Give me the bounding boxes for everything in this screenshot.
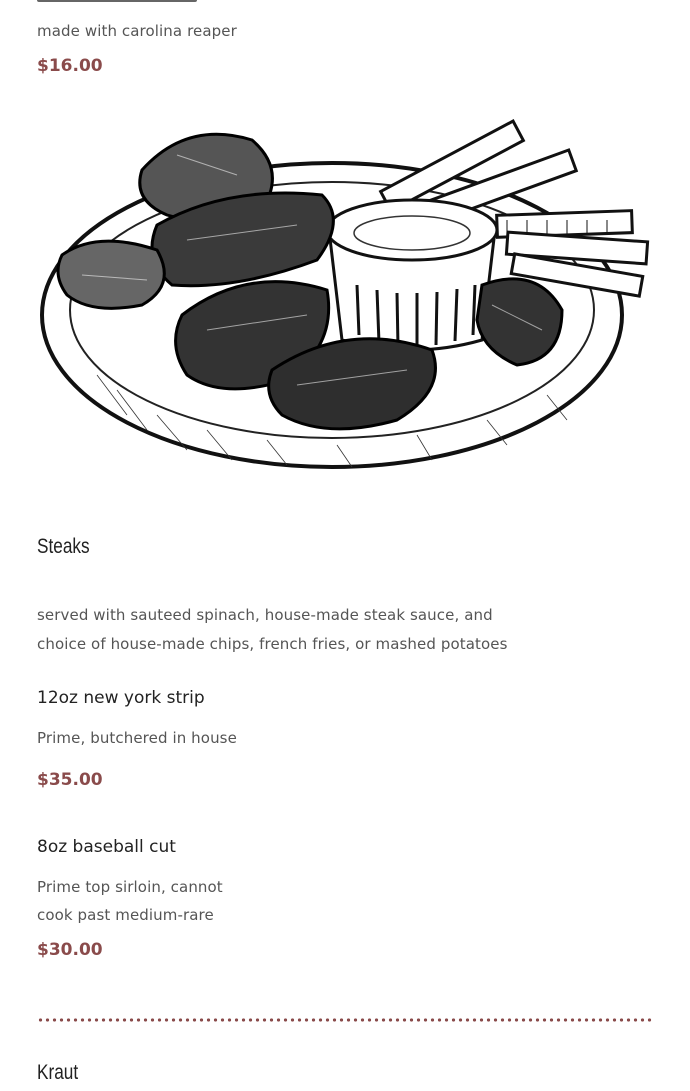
menu-item-price: $35.00 [37, 770, 103, 790]
menu-item-description-line-2: cook past medium-rare [37, 906, 214, 924]
section-title-kraut: Kraut [37, 1061, 79, 1084]
menu-item-price: $30.00 [37, 940, 103, 960]
menu-item-title: 12oz new york strip [37, 688, 205, 708]
wings-and-fries-illustration-icon [37, 115, 653, 475]
menu-item-description: Prime, butchered in house [37, 729, 237, 747]
steaks-description-line-2: choice of house-made chips, french fries, or mashed potatoes [37, 635, 508, 653]
top-item-description: made with carolina reaper [37, 22, 237, 40]
menu-item-title: 8oz baseball cut [37, 837, 176, 857]
cut-off-item-title [37, 0, 207, 2]
top-item-price: $16.00 [37, 56, 103, 76]
section-title-steaks: Steaks [37, 535, 90, 558]
steaks-description-line-1: served with sauteed spinach, house-made steak sauce, and [37, 606, 493, 624]
section-divider [37, 1017, 653, 1023]
menu-item-description-line-1: Prime top sirloin, cannot [37, 878, 223, 896]
